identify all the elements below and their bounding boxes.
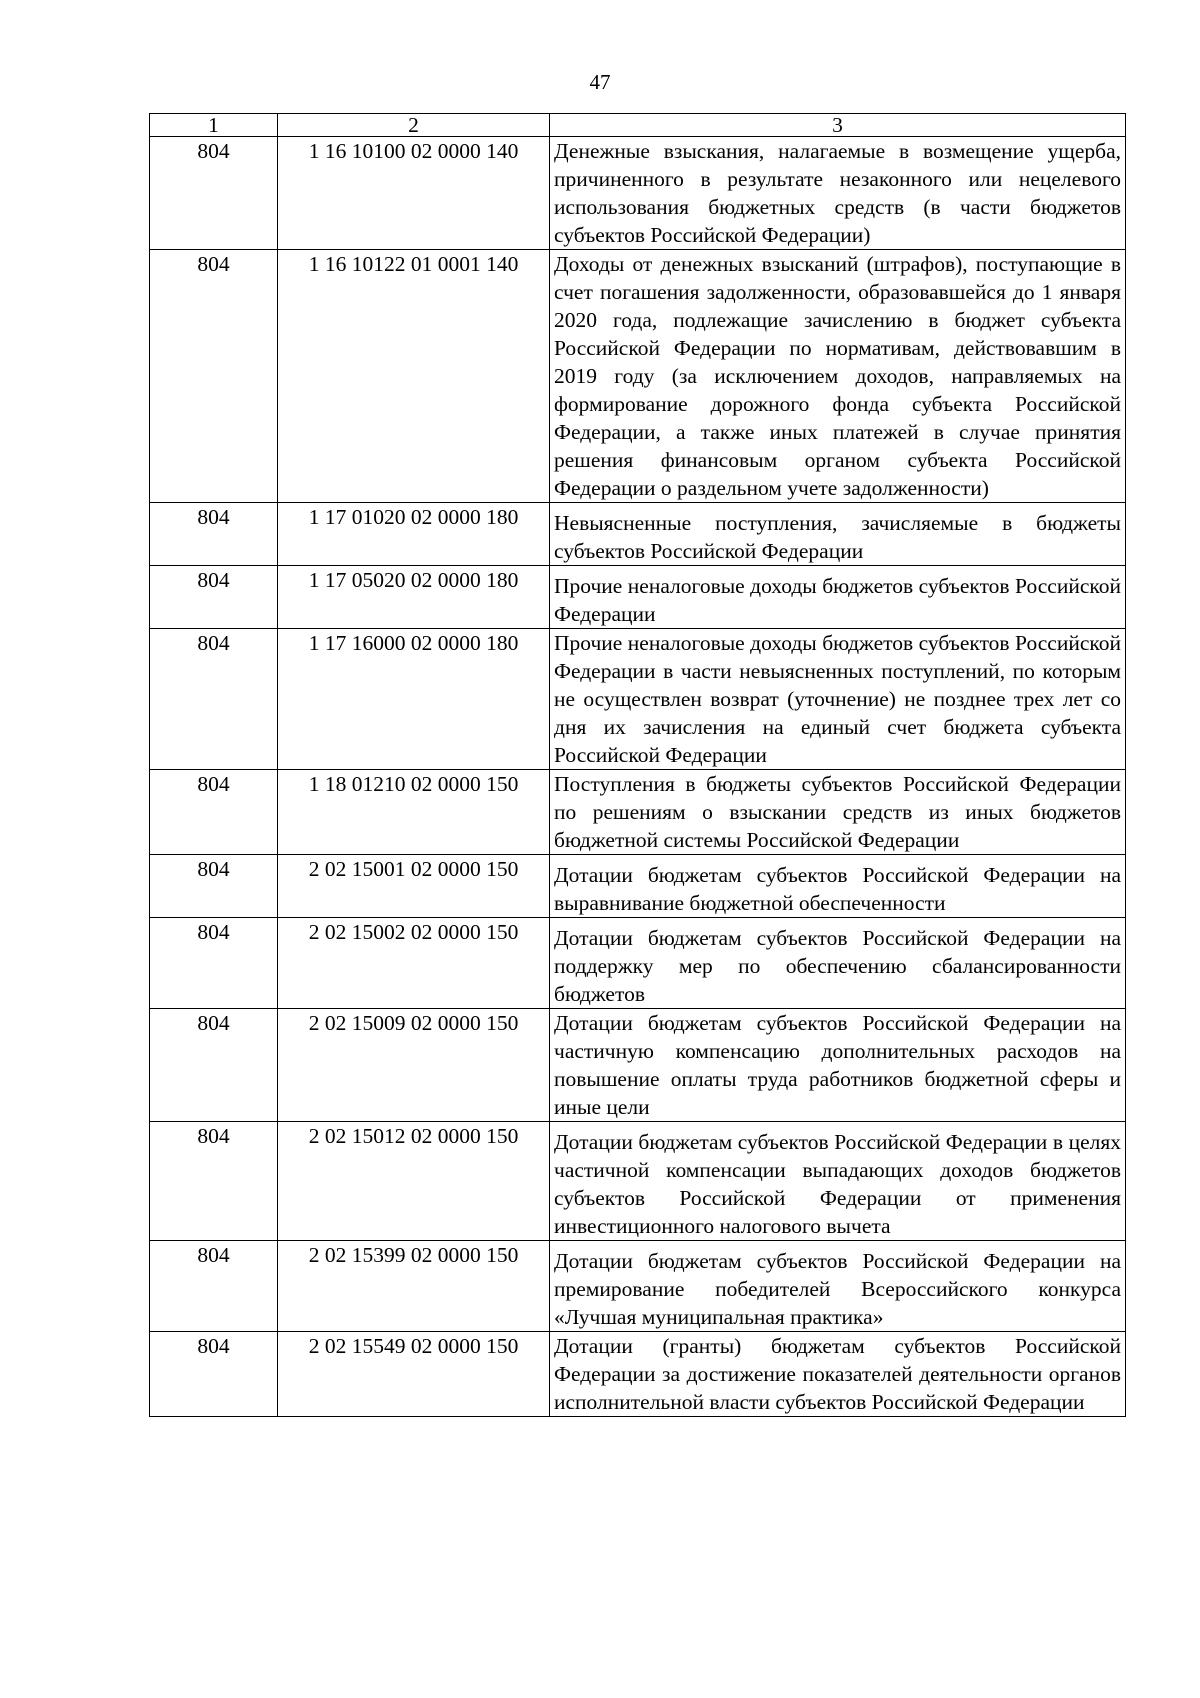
table-row [150,918,1126,1009]
revenue-code-cell: 1 17 05020 02 0000 180 [278,566,550,629]
table-row [150,1241,1126,1332]
description-cell: Прочие неналоговые доходы бюджетов субъектов Российской Федерации в части невыясненных поступлений, по которым не осуществлен возврат (уточнение) не позднее трех лет со дня их зачисления на единый счет бюджета субъекта Российской Федерации [550,629,1126,770]
description-cell: Поступления в бюджеты субъектов Российской Федерации по решениям о взыскании средств из иных бюджетов бюджетной системы Российской Федерации [550,770,1126,855]
table-row [150,629,1126,770]
revenue-code-cell: 2 02 15549 02 0000 150 [278,1332,550,1417]
admin-code-cell: 804 [150,855,278,918]
admin-code-cell: 804 [150,566,278,629]
column-header-1: 1 [150,114,278,137]
admin-code-cell: 804 [150,918,278,1009]
description-cell: Дотации (гранты) бюджетам субъектов Российской Федерации за достижение показателей деятельности органов исполнительной власти субъектов Российской Федерации [550,1332,1126,1417]
table-row [150,1122,1126,1241]
revenue-code-cell: 2 02 15009 02 0000 150 [278,1009,550,1122]
admin-code-cell: 804 [150,1332,278,1417]
description-cell: Дотации бюджетам субъектов Российской Федерации на премирование победителей Всероссийского конкурса «Лучшая муниципальная практика» [550,1241,1126,1332]
admin-code-cell: 804 [150,503,278,566]
admin-code-cell: 804 [150,137,278,250]
table-row [150,855,1126,918]
revenue-code-cell: 1 16 10100 02 0000 140 [278,137,550,250]
page-number: 47 [589,70,611,94]
description-cell: Невыясненные поступления, зачисляемые в бюджеты субъектов Российской Федерации [550,503,1126,566]
description-cell: Денежные взыскания, налагаемые в возмещение ущерба, причиненного в результате незаконного или нецелевого использования бюджетных средств (в части бюджетов субъектов Российской Федерации) [550,137,1126,250]
budget-classification-table [149,113,1126,1417]
admin-code-cell: 804 [150,1009,278,1122]
description-cell: Прочие неналоговые доходы бюджетов субъектов Российской Федерации [550,566,1126,629]
table-row [150,566,1126,629]
admin-code-cell: 804 [150,629,278,770]
revenue-code-cell: 2 02 15001 02 0000 150 [278,855,550,918]
admin-code-cell: 804 [150,770,278,855]
table-row [150,1332,1126,1417]
description-cell: Дотации бюджетам субъектов Российской Федерации на поддержку мер по обеспечению сбалансированности бюджетов [550,918,1126,1009]
description-cell: Дотации бюджетам субъектов Российской Федерации в целях частичной компенсации выпадающих доходов бюджетов субъектов Российской Федерации от применения инвестиционного налогового вычета [550,1122,1126,1241]
description-cell: Дотации бюджетам субъектов Российской Федерации на частичную компенсацию дополнительных расходов на повышение оплаты труда работников бюджетной сферы и иные цели [550,1009,1126,1122]
table-row [150,770,1126,855]
table-row [150,250,1126,503]
admin-code-cell: 804 [150,1122,278,1241]
revenue-code-cell: 2 02 15399 02 0000 150 [278,1241,550,1332]
column-header-3: 3 [550,114,1126,137]
table-header-row [150,114,1126,137]
revenue-code-cell: 2 02 15002 02 0000 150 [278,918,550,1009]
description-cell: Дотации бюджетам субъектов Российской Федерации на выравнивание бюджетной обеспеченности [550,855,1126,918]
revenue-code-cell: 1 17 01020 02 0000 180 [278,503,550,566]
description-cell: Доходы от денежных взысканий (штрафов), поступающие в счет погашения задолженности, образовавшейся до 1 января 2020 года, подлежащие зачислению в бюджет субъекта Российской Федерации по нормативам, действовавшим в 2019 году (за исключением доходов, направляемых на формирование дорожного фонда субъекта Российской Федерации, а также иных платежей в случае принятия решения финансовым органом субъекта Российской Федерации о раздельном учете задолженности) [550,250,1126,503]
admin-code-cell: 804 [150,1241,278,1332]
table-row [150,1009,1126,1122]
revenue-code-cell: 1 17 16000 02 0000 180 [278,629,550,770]
revenue-code-cell: 2 02 15012 02 0000 150 [278,1122,550,1241]
revenue-code-cell: 1 16 10122 01 0001 140 [278,250,550,503]
admin-code-cell: 804 [150,250,278,503]
table-row [150,137,1126,250]
column-header-2: 2 [278,114,550,137]
revenue-code-cell: 1 18 01210 02 0000 150 [278,770,550,855]
table-row [150,503,1126,566]
